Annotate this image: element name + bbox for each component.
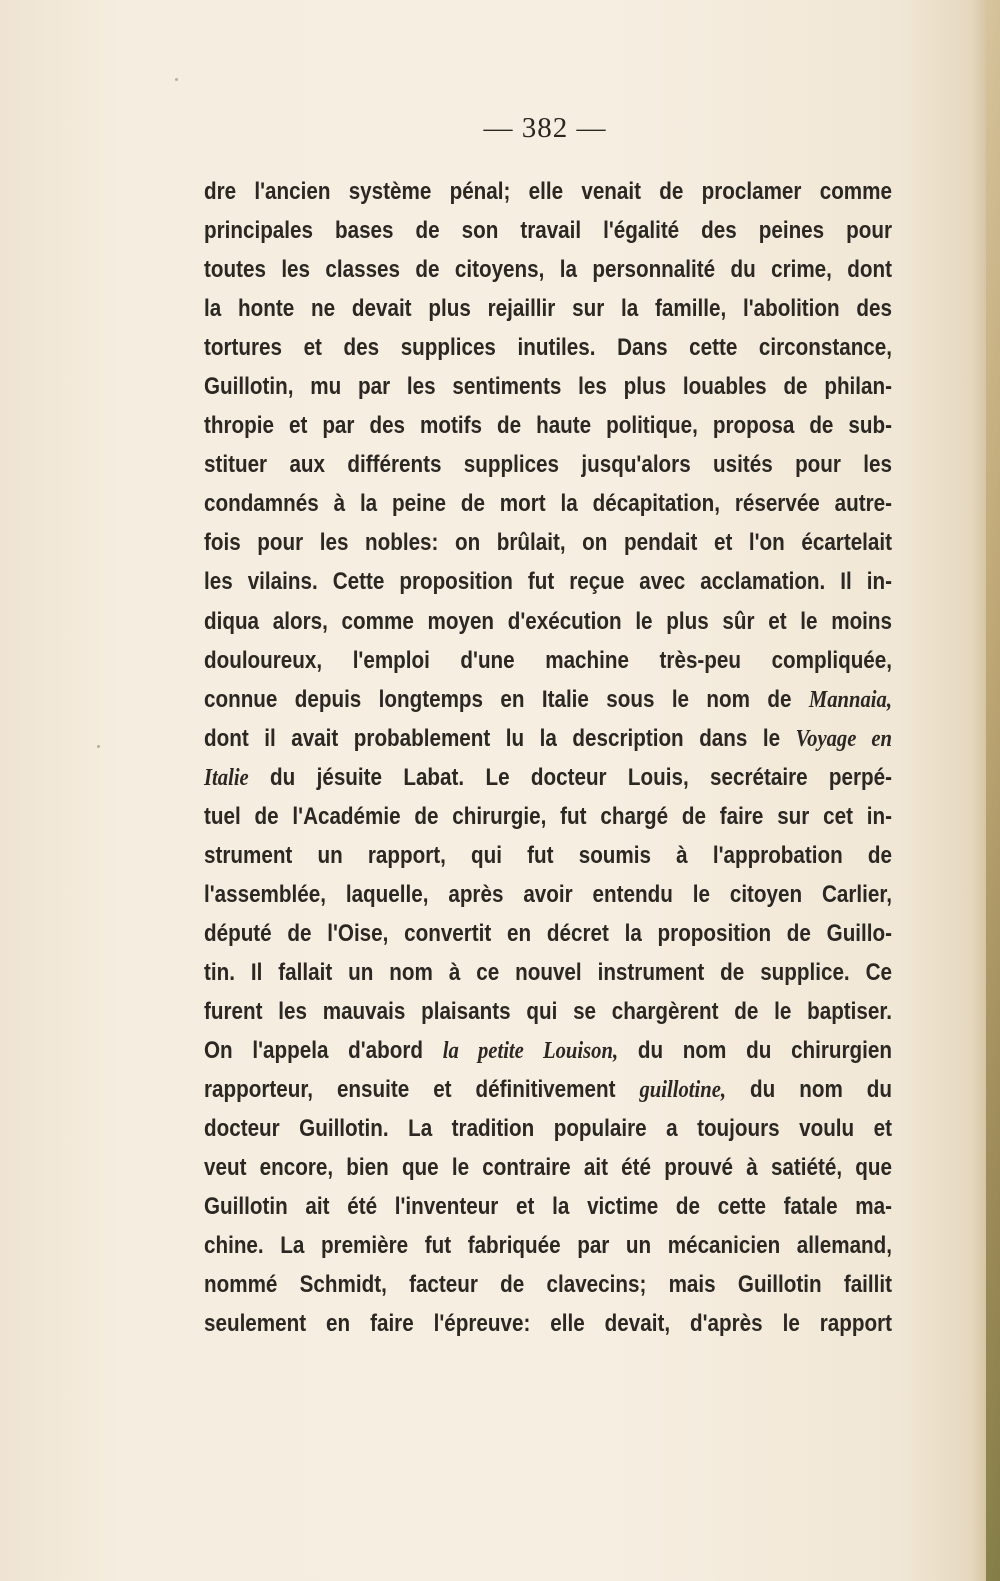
text-segment: thropie et par des motifs de haute politique, proposa de sub-	[204, 412, 892, 440]
paper-speck	[175, 78, 178, 81]
text-line	[204, 1109, 892, 1148]
text-segment: du jésuite Labat. Le docteur Louis, secrétaire perpé-	[248, 763, 893, 791]
italic-text: la petite Louison,	[442, 1038, 619, 1065]
text-segment: la honte ne devait plus rejaillir sur la famille, l'abolition des	[204, 295, 892, 323]
text-segment: connue depuis longtemps en Italie sous le nom de	[204, 685, 809, 713]
text-line	[204, 1031, 892, 1070]
text-segment: l'assemblée, laquelle, après avoir entendu le citoyen Carlier,	[204, 880, 892, 908]
text-segment: Guillotin, mu par les sentiments les plus louables de philan-	[204, 373, 892, 401]
text-line	[204, 562, 892, 601]
text-segment: condamnés à la peine de mort la décapitation, réservée autre-	[204, 490, 892, 518]
page-number: — 382 —	[483, 112, 607, 144]
text-segment: les vilains. Cette proposition fut reçue avec acclamation. Il in-	[204, 568, 892, 596]
text-segment: stituer aux différents supplices jusqu'alors usités pour les	[204, 451, 892, 479]
text-segment: diqua alors, comme moyen d'exécution le plus sûr et le moins	[204, 607, 892, 635]
text-segment: nommé Schmidt, facteur de clavecins; mais Guillotin faillit	[204, 1271, 892, 1299]
text-segment: veut encore, bien que le contraire ait été prouvé à satiété, que	[204, 1154, 892, 1182]
text-segment: toutes les classes de citoyens, la personnalité du crime, dont	[204, 256, 892, 284]
text-line	[204, 523, 892, 562]
text-line	[204, 328, 892, 367]
text-line	[204, 1148, 892, 1187]
text-segment: du nom du	[726, 1076, 892, 1104]
text-segment: fois pour les nobles: on brûlait, on pendait et l'on écartelait	[204, 529, 892, 557]
text-line	[204, 836, 892, 875]
text-segment: tortures et des supplices inutiles. Dans cette circonstance,	[204, 334, 892, 362]
text-line	[204, 406, 892, 445]
text-segment: député de l'Oise, convertit en décret la proposition de Guillo-	[204, 919, 892, 947]
text-segment: principales bases de son travail l'égalité des peines pour	[204, 217, 892, 245]
text-line	[204, 875, 892, 914]
text-segment: strument un rapport, qui fut soumis à l'approbation de	[204, 841, 892, 869]
text-line	[204, 484, 892, 523]
text-segment: furent les mauvais plaisants qui se chargèrent de le baptiser.	[204, 997, 892, 1025]
text-segment: Guillotin ait été l'inventeur et la victime de cette fatale ma-	[204, 1193, 892, 1221]
text-line	[204, 914, 892, 953]
paper-speck	[97, 745, 100, 748]
text-line	[204, 992, 892, 1031]
italic-text: Mannaia,	[808, 686, 892, 713]
text-segment: rapporteur, ensuite et définitivement	[204, 1076, 640, 1104]
italic-text: guillotine,	[639, 1077, 727, 1104]
text-line	[204, 758, 892, 797]
text-line	[204, 1070, 892, 1109]
page-edge	[986, 0, 1000, 1581]
text-line	[204, 1304, 892, 1343]
text-line	[204, 445, 892, 484]
italic-text: Italie	[204, 764, 249, 791]
text-segment: tuel de l'Académie de chirurgie, fut chargé de faire sur cet in-	[204, 802, 892, 830]
text-segment: On l'appela d'abord	[204, 1037, 443, 1065]
text-line	[204, 1187, 892, 1226]
text-segment: dont il avait probablement lu la description dans le	[204, 724, 796, 752]
text-segment: docteur Guillotin. La tradition populaire a toujours voulu et	[204, 1115, 892, 1143]
text-line	[204, 211, 892, 250]
text-segment: du nom du chirurgien	[618, 1037, 892, 1065]
text-segment: tin. Il fallait un nom à ce nouvel instrument de supplice. Ce	[204, 958, 892, 986]
text-line	[204, 797, 892, 836]
text-line	[204, 1226, 892, 1265]
italic-text: Voyage en	[795, 725, 892, 752]
text-line	[204, 289, 892, 328]
text-line	[204, 1265, 892, 1304]
text-segment: seulement en faire l'épreuve: elle devait, d'après le rapport	[204, 1310, 892, 1338]
body-text	[204, 172, 893, 1343]
text-segment: douloureux, l'emploi d'une machine très-peu compliquée,	[204, 646, 892, 674]
text-line	[204, 719, 892, 758]
text-line	[204, 680, 892, 719]
text-line	[204, 602, 892, 641]
text-line	[204, 641, 892, 680]
text-line	[204, 172, 892, 211]
text-segment: chine. La première fut fabriquée par un mécanicien allemand,	[204, 1232, 892, 1260]
text-line	[204, 250, 892, 289]
text-line	[204, 953, 892, 992]
text-line	[204, 367, 892, 406]
text-segment: dre l'ancien système pénal; elle venait de proclamer comme	[204, 178, 892, 205]
